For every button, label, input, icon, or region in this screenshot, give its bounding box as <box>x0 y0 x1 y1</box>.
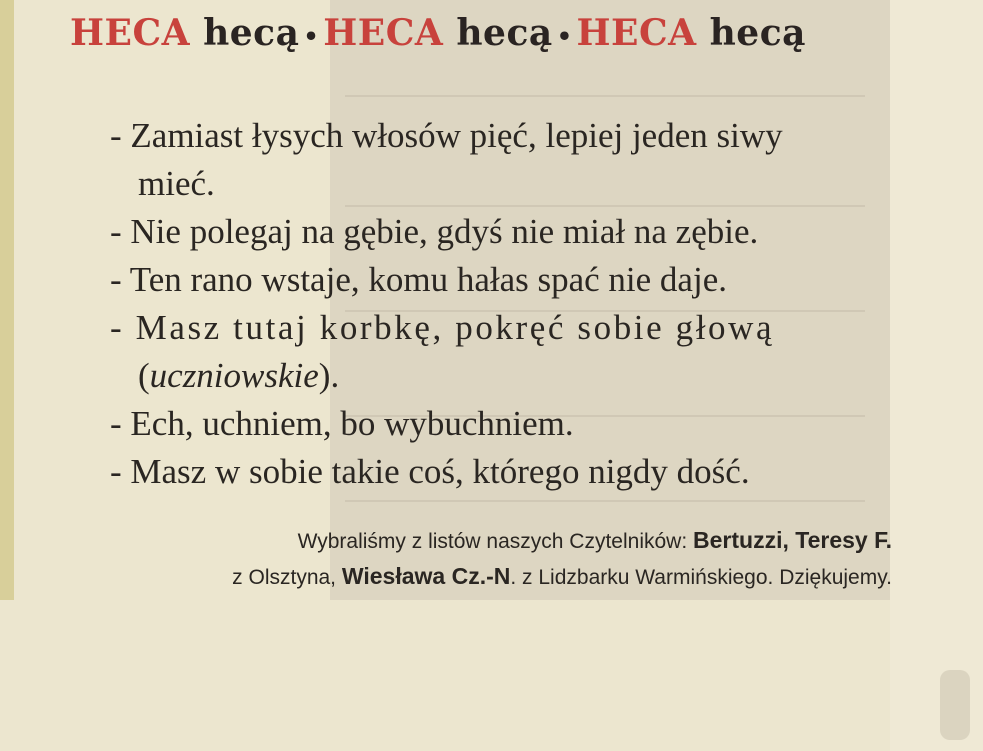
credit-line <box>80 523 892 559</box>
section-header <box>70 12 806 54</box>
saying-line: - Zamiast łysych włosów pięć, lepiej jeden siwy <box>110 116 783 155</box>
credit-note <box>80 523 892 595</box>
header-word: hecą <box>709 12 806 54</box>
credit-text: Wybraliśmy z listów naszych Czytelników: <box>297 530 694 553</box>
header-word: HECA <box>323 12 444 54</box>
saying-line: - Ten rano wstaje, komu hałas spać nie daje. <box>110 260 727 299</box>
saying-line <box>110 352 900 400</box>
header-word: HECA <box>70 12 191 54</box>
saying-italic: uczniowskie <box>149 356 319 395</box>
saying-line: - Ech, uchniem, bo wybuchniem. <box>110 404 574 443</box>
header-separator: • <box>303 21 320 51</box>
saying-paren: ( <box>138 356 150 395</box>
header-separator: • <box>556 21 573 51</box>
header-word: hecą <box>456 12 553 54</box>
saying-line: mieć. <box>138 164 215 203</box>
credit-line <box>80 559 892 595</box>
saying-paren: ). <box>318 356 340 395</box>
credit-text: . z Lidzbarku Warmińskiego. Dziękujemy. <box>510 566 892 589</box>
header-word: hecą <box>203 12 300 54</box>
credit-text: z Olsztyna, <box>232 566 342 589</box>
saying-line: - Masz w sobie takie coś, którego nigdy dość. <box>110 452 750 491</box>
header-word: HECA <box>576 12 697 54</box>
credit-name: Wiesława Cz.-N <box>341 563 511 589</box>
saying-line: - Masz tutaj korbkę, pokręć sobie głową <box>110 308 775 347</box>
credit-name: Bertuzzi, Teresy F. <box>693 527 892 553</box>
saying-line: - Nie polegaj na gębie, gdyś nie miał na zębie. <box>110 212 759 251</box>
sayings-list <box>110 112 900 496</box>
